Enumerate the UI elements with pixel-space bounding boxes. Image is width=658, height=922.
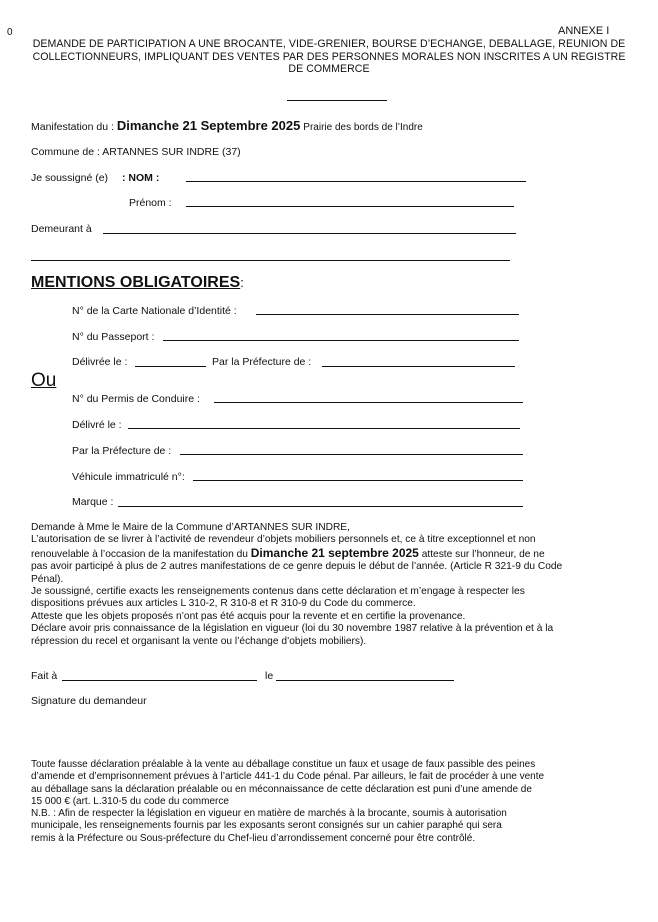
footer-line: Toute fausse déclaration préalable à la vente au déballage constitue un faux et usage de faux passible des peines <box>31 759 536 770</box>
annex-label: ANNEXE I <box>558 25 610 37</box>
declaration-line: Demande à Mme le Maire de la Commune d’ARTANNES SUR INDRE, <box>31 522 350 533</box>
title-line-2: COLLECTIONNEURS, IMPLIQUANT DES VENTES PAR DES PERSONNES MORALES NON INSCRITES A UN REGISTRE <box>32 50 626 63</box>
le-label: le <box>265 670 274 682</box>
footer-notice <box>31 759 621 845</box>
cni-field[interactable] <box>256 314 519 315</box>
declaration-text <box>31 522 629 648</box>
marque-field[interactable] <box>118 506 523 507</box>
footer-line: au déballage sans la déclaration préalable ou en méconnaissance de cette déclaration est puni d’une amende de <box>31 783 532 795</box>
declaration-line: L’autorisation de se livrer à l’activité de revendeur d’objets mobiliers personnels et, ce à titre exceptionnel et non <box>31 534 536 546</box>
title-line-3: DE COMMERCE <box>288 63 370 75</box>
mentions-heading <box>31 274 244 292</box>
title-line-1: DEMANDE DE PARTICIPATION A UNE BROCANTE, VIDE-GRENIER, BOURSE D’ECHANGE, DEBALLAGE, REUNION DE <box>32 38 626 50</box>
delivre-label: Délivré le : <box>72 419 122 431</box>
mentions-heading-colon: : <box>240 275 244 290</box>
declaration-line: Déclare avoir pris connaissance de la législation en vigueur (loi du 30 novembre 1987 relative à la prévention et à la <box>31 623 554 635</box>
fait-label: Fait à <box>31 670 58 682</box>
permis-label: N° du Permis de Conduire : <box>72 393 200 405</box>
signature-label: Signature du demandeur <box>31 695 147 707</box>
declaration-line: Je soussigné, certifie exacts les renseignements contenus dans cette déclaration et m’engage à respecter les <box>31 586 525 598</box>
footer-line: 15 000 € (art. L.310-5 du code du commerce <box>31 795 229 807</box>
prefecture1-label: Par la Préfecture de : <box>212 356 312 368</box>
prenom-field[interactable] <box>186 206 514 207</box>
declaration-line: Pénal). <box>31 573 64 585</box>
declaration-line: dispositions prévues aux articles L 310-2, R 310-8 et R 310-9 du Code du commerce. <box>31 598 416 610</box>
passeport-field[interactable] <box>163 340 519 341</box>
footer-line: d’amende et d’emprisonnement prévues à l’article 441-1 du Code pénal. Par ailleurs, le fait de procéder à une vente <box>31 771 545 783</box>
vehicule-label: Véhicule immatriculé n°: <box>72 471 185 483</box>
marque-label: Marque : <box>72 496 114 508</box>
soussigne-label: Je soussigné (e) <box>31 172 109 184</box>
date-field[interactable] <box>276 680 454 681</box>
prenom-label: Prénom : <box>129 197 172 209</box>
fait-field[interactable] <box>62 680 257 681</box>
event-place: Prairie des bords de l’Indre <box>303 122 423 133</box>
footer-line: municipale, les renseignements fournis par les exposants seront consignés sur un cahier paraphé qui sera <box>31 820 502 832</box>
event-date: Dimanche 21 Septembre 2025 <box>116 118 301 133</box>
nom-label: : NOM : <box>122 172 160 184</box>
mentions-heading-text: MENTIONS OBLIGATOIRES <box>31 274 241 291</box>
document-title <box>8 38 650 76</box>
delivree-label: Délivrée le : <box>72 356 128 368</box>
event-label: Manifestation du : <box>31 121 114 133</box>
page-marker: 0 <box>7 27 13 38</box>
declaration-line: Atteste que les objets proposés n’ont pas été acquis pour la revente et en certifie la provenance. <box>31 610 466 622</box>
prefecture2-label: Par la Préfecture de : <box>72 445 172 457</box>
declaration-line-part: renouvelable à l’occasion de la manifestation du <box>31 548 248 560</box>
vehicule-field[interactable] <box>193 480 523 481</box>
passeport-label: N° du Passeport : <box>72 331 155 343</box>
declaration-line <box>31 547 629 561</box>
delivree-field[interactable] <box>135 366 206 367</box>
prefecture1-field[interactable] <box>322 366 515 367</box>
delivre-field[interactable] <box>128 428 520 429</box>
nom-field[interactable] <box>186 181 526 182</box>
declaration-line: pas avoir participé à plus de 2 autres manifestations de ce genre depuis le début de l’année. (Article R 321-9 du Code <box>31 561 563 573</box>
title-separator <box>287 100 387 101</box>
event-line <box>31 118 423 133</box>
footer-line: remis à la Préfecture ou Sous-préfecture du Chef-lieu d’arrondissement concerné pour être contrôlé. <box>31 832 476 844</box>
ou-label: Ou <box>31 370 57 391</box>
declaration-line-part: atteste sur l’honneur, de ne <box>421 548 545 560</box>
footer-line: N.B. : Afin de respecter la législation en vigueur en matière de marchés à la brocante, soumis à autorisation <box>31 808 507 820</box>
address-line-2-field[interactable] <box>31 260 510 261</box>
commune-line: Commune de : ARTANNES SUR INDRE (37) <box>31 146 241 158</box>
cni-label: N° de la Carte Nationale d’Identité : <box>72 305 237 317</box>
prefecture2-field[interactable] <box>180 454 523 455</box>
declaration-date: Dimanche 21 septembre 2025 <box>250 545 419 560</box>
permis-field[interactable] <box>214 402 523 403</box>
demeurant-label: Demeurant à <box>31 223 92 235</box>
declaration-line: répression du recel et organisant la vente ou l’échange d’objets mobiliers). <box>31 635 367 647</box>
demeurant-field[interactable] <box>103 233 516 234</box>
